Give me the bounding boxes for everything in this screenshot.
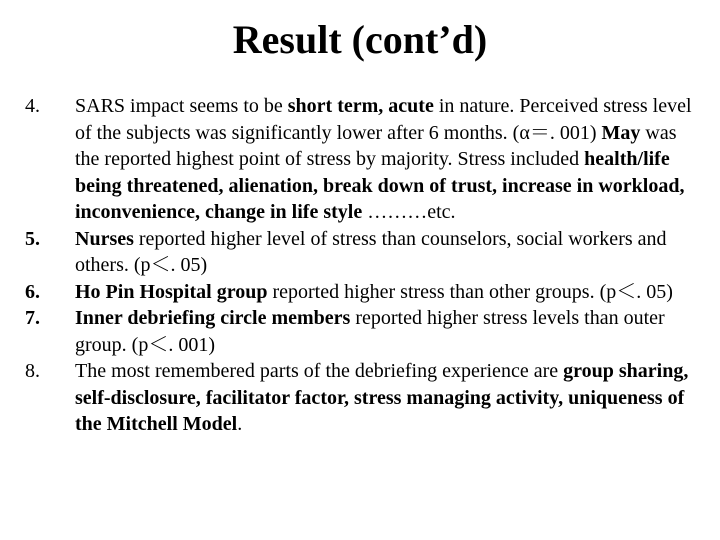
item-number: 4. <box>25 95 40 117</box>
text-segment-bold: health/life being threatened, alienation, break down of trust, increase in workload, inconvenience, change in life style <box>75 148 685 223</box>
item-number: 5. <box>25 227 40 250</box>
item-text <box>75 358 705 438</box>
item-number: 6. <box>25 280 40 303</box>
result-item-4 <box>25 93 705 226</box>
text-segment-bold: group sharing, self-disclosure, facilitator factor, stress managing activity, uniqueness of the Mitchell Model <box>75 360 689 435</box>
item-number: 7. <box>25 307 40 329</box>
text-segment-bold: May <box>601 121 641 144</box>
item-text <box>75 279 705 306</box>
text-segment: was the reported highest point of stress by majority. Stress included <box>75 121 677 170</box>
text-segment: reported higher stress levels than outer group. (p＜. 001) <box>75 307 665 356</box>
text-segment: ………etc. <box>362 201 456 223</box>
text-segment: reported higher level of stress than counselors, social workers and others. (p＜. 05) <box>75 227 667 276</box>
result-item-6 <box>25 279 705 306</box>
item-text <box>75 93 705 226</box>
text-segment-bold: Inner debriefing circle members <box>75 307 351 329</box>
result-list <box>25 93 705 438</box>
text-segment-bold: short term, acute <box>287 95 434 117</box>
item-text <box>75 226 705 279</box>
item-text <box>75 305 705 358</box>
result-item-8 <box>25 358 705 438</box>
text-segment: . <box>237 413 243 435</box>
text-segment: SARS impact seems to be <box>75 95 288 117</box>
text-segment: in nature. Perceived stress level of the subjects was significantly lower after 6 months. (α＝. 001) <box>75 95 692 144</box>
result-item-7 <box>25 305 705 358</box>
text-segment: reported higher stress than other groups. (p＜. 05) <box>267 280 673 303</box>
text-segment-bold: Ho Pin Hospital group <box>75 280 268 303</box>
item-number: 8. <box>25 360 40 382</box>
text-segment: The most remembered parts of the debriefing experience are <box>75 360 564 382</box>
result-item-5 <box>25 226 705 279</box>
slide-title: Result (cont’d) <box>232 17 488 62</box>
text-segment-bold: Nurses <box>75 227 134 250</box>
